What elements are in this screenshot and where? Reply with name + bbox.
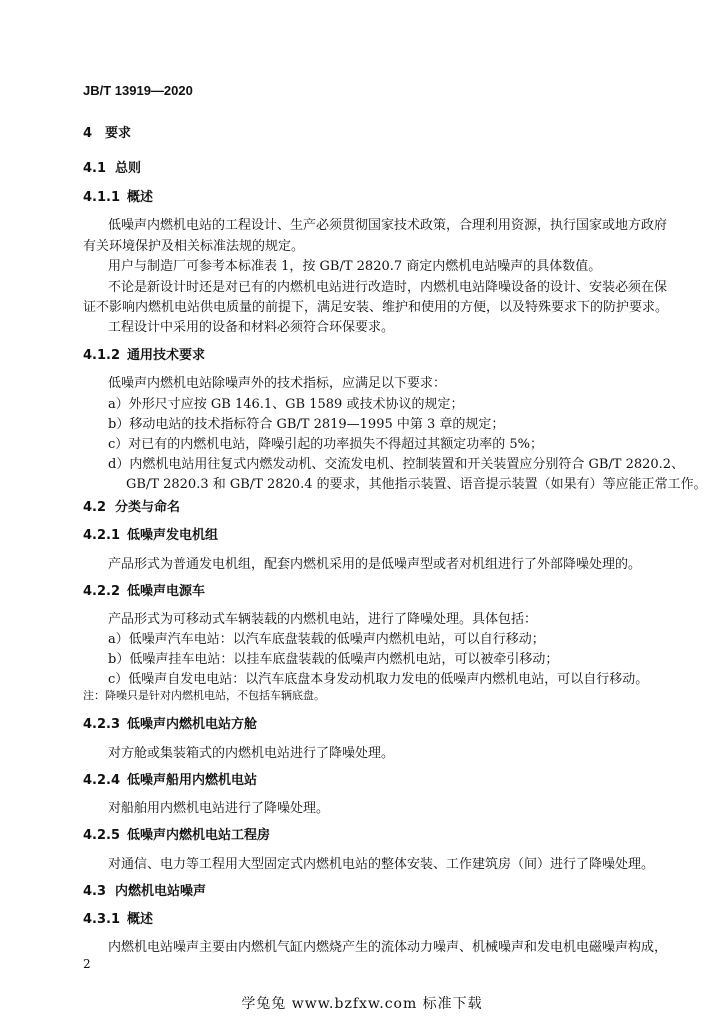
section-heading-4-2 bbox=[83, 496, 180, 515]
section-heading-4-1-1 bbox=[83, 186, 153, 205]
list-item: c）对已有的内燃机电站，降噪引起的功率损失不得超过其额定功率的 5%； bbox=[108, 437, 544, 452]
section-heading-4-2-1 bbox=[83, 524, 218, 543]
paragraph-line: 低噪声内燃机电站的工程设计、生产必须贯彻国家技术政策，合理利用资源，执行国家或地方政府 bbox=[108, 218, 668, 233]
section-title: 要求 bbox=[105, 126, 132, 141]
paragraph-line: 用户与制造厂可参考本标准表 1，按 GB/T 2820.7 商定内燃机电站噪声的具体数值。 bbox=[108, 259, 602, 274]
section-number: 4.2.2 bbox=[83, 584, 121, 599]
section-number: 4.3 bbox=[83, 884, 107, 899]
paragraph-line: 工程设计中采用的设备和材料必须符合环保要求。 bbox=[108, 320, 395, 335]
section-number: 4.2.5 bbox=[83, 828, 121, 843]
paragraph-line: 对方舱或集装箱式的内燃机电站进行了降噪处理。 bbox=[108, 746, 395, 761]
list-item: d）内燃机电站用往复式内燃发动机、交流发电机、控制装置和开关装置应分别符合 GB/T 2820.2、 bbox=[108, 457, 685, 472]
section-heading-4-3 bbox=[83, 880, 206, 899]
standard-code: JB/T 13919—2020 bbox=[83, 83, 193, 98]
section-title: 概述 bbox=[127, 912, 154, 927]
section-number: 4.1 bbox=[83, 161, 107, 176]
section-title: 低噪声发电机组 bbox=[127, 528, 219, 543]
section-heading-4-2-4 bbox=[83, 769, 257, 788]
section-number: 4.2.1 bbox=[83, 528, 121, 543]
section-title: 低噪声内燃机电站工程房 bbox=[127, 828, 271, 843]
list-item-continuation: GB/T 2820.3 和 GB/T 2820.4 的要求，其他指示装置、语音提示装置（如果有）等应能正常工作。 bbox=[126, 477, 707, 492]
section-title: 总则 bbox=[115, 161, 142, 176]
section-title: 通用技术要求 bbox=[127, 348, 206, 363]
paragraph-line: 证不影响内燃机电站供电质量的前提下，满足安装、维护和使用的方便，以及特殊要求下的防护要求。 bbox=[83, 300, 669, 315]
section-number: 4 bbox=[83, 126, 93, 141]
section-title: 概述 bbox=[127, 190, 154, 205]
paragraph-line: 有关环境保护及相关标准法规的规定。 bbox=[83, 239, 305, 254]
section-heading-4-3-1 bbox=[83, 908, 153, 927]
section-number: 4.2 bbox=[83, 500, 107, 515]
list-item: a）低噪声汽车电站：以汽车底盘装载的低噪声内燃机电站，可以自行移动； bbox=[108, 632, 545, 647]
section-number: 4.3.1 bbox=[83, 912, 121, 927]
paragraph-line: 对通信、电力等工程用大型固定式内燃机电站的整体安装、工作建筑房（间）进行了降噪处理。 bbox=[108, 857, 655, 872]
list-item: a）外形尺寸应按 GB 146.1、GB 1589 或技术协议的规定； bbox=[108, 397, 464, 412]
paragraph-line: 对船舶用内燃机电站进行了降噪处理。 bbox=[108, 801, 330, 816]
section-title: 内燃机电站噪声 bbox=[115, 884, 207, 899]
paragraph-line: 低噪声内燃机电站除噪声外的技术指标，应满足以下要求： bbox=[108, 376, 447, 391]
list-item: c）低噪声自发电电站：以汽车底盘本身发动机取力发电的低噪声内燃机电站，可以自行移动。 bbox=[108, 672, 649, 687]
section-heading-4-1 bbox=[83, 157, 141, 176]
paragraph-line: 产品形式为普通发电机组，配套内燃机采用的是低噪声型或者对机组进行了外部降噪处理的。 bbox=[108, 557, 642, 572]
section-heading-4-1-2 bbox=[83, 344, 205, 363]
section-number: 4.1.2 bbox=[83, 348, 121, 363]
list-item: b）移动电站的技术指标符合 GB/T 2819—1995 中第 3 章的规定； bbox=[108, 417, 505, 432]
paragraph-line: 不论是新设计时还是对已有的内燃机电站进行改造时，内燃机电站降噪设备的设计、安装必须在保 bbox=[108, 280, 668, 295]
section-number: 4.1.1 bbox=[83, 190, 121, 205]
section-title: 低噪声电源车 bbox=[127, 584, 206, 599]
section-heading-4-2-2 bbox=[83, 580, 205, 599]
section-number: 4.2.4 bbox=[83, 773, 121, 788]
section-heading-4 bbox=[83, 122, 131, 141]
list-item: b）低噪声挂车电站：以挂车底盘装载的低噪声内燃机电站，可以被牵引移动； bbox=[108, 652, 559, 667]
section-title: 分类与命名 bbox=[115, 500, 181, 515]
footer-watermark: 学兔兔 www.bzfxw.com 标准下载 bbox=[241, 996, 483, 1012]
section-heading-4-2-5 bbox=[83, 824, 270, 843]
paragraph-line: 内燃机电站噪声主要由内燃机气缸内燃烧产生的流体动力噪声、机械噪声和发电机电磁噪声构成， bbox=[108, 940, 668, 955]
section-title: 低噪声船用内燃机电站 bbox=[127, 773, 258, 788]
paragraph-line: 产品形式为可移动式车辆装载的内燃机电站，进行了降噪处理。具体包括： bbox=[108, 612, 538, 627]
page-number: 2 bbox=[83, 957, 91, 971]
section-number: 4.2.3 bbox=[83, 717, 121, 732]
note: 注：降噪只是针对内燃机电站，不包括车辆底盘。 bbox=[83, 689, 325, 702]
section-heading-4-2-3 bbox=[83, 713, 257, 732]
section-title: 低噪声内燃机电站方舱 bbox=[127, 717, 258, 732]
